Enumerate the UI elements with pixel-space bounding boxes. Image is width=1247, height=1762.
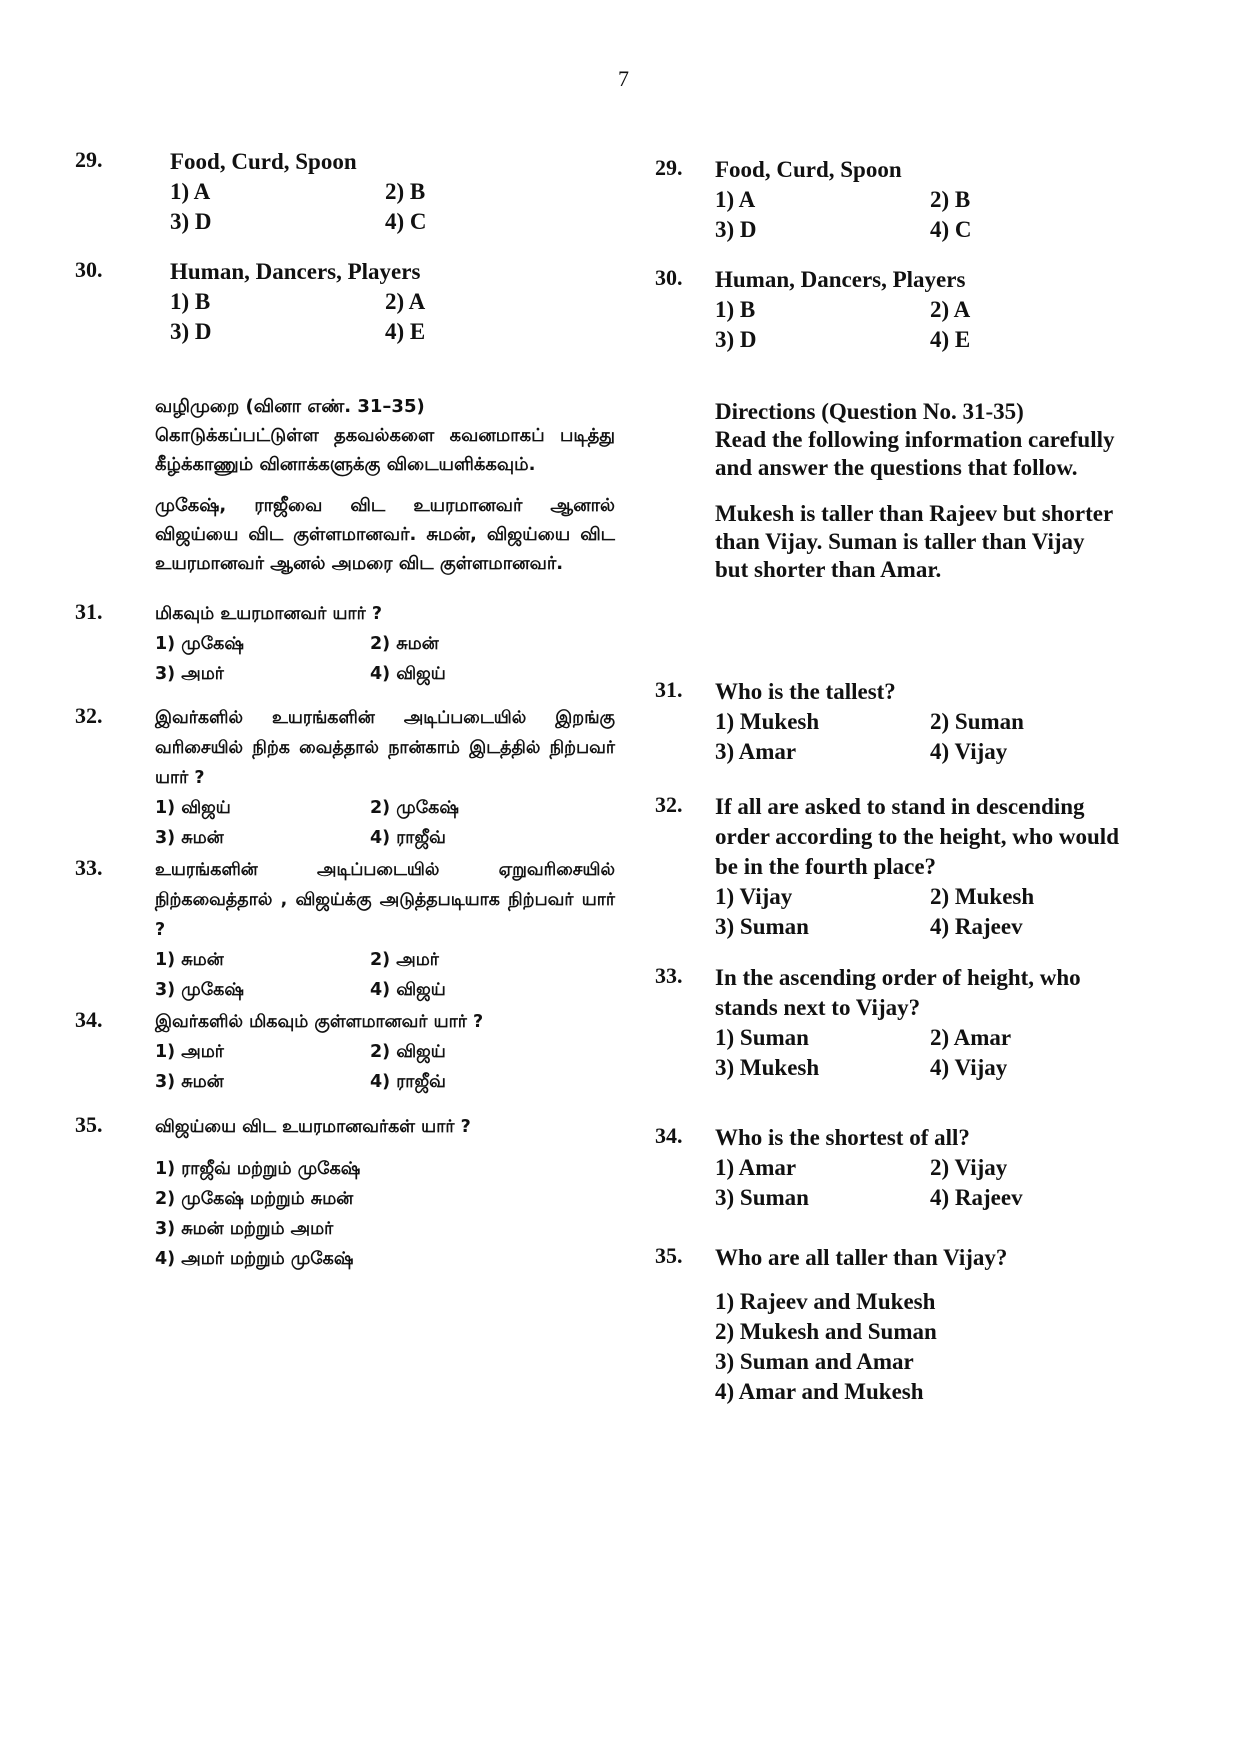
question-30-left — [75, 257, 615, 347]
option: 2) அமர் — [370, 950, 439, 970]
question-number: 34. — [75, 1007, 103, 1032]
option: 3) Suman and Amar — [715, 1349, 914, 1374]
question-32-left — [75, 703, 615, 853]
question-text: Who is the tallest? — [715, 679, 896, 704]
option: 2) முகேஷ் — [370, 798, 459, 818]
option: 3) D — [715, 217, 757, 242]
question-number: 32. — [75, 703, 103, 728]
option: 1) Vijay — [715, 884, 793, 909]
question-number: 33. — [655, 963, 683, 988]
option: 4) Vijay — [930, 1055, 1008, 1080]
option: 1) B — [170, 289, 211, 314]
option: 1) முகேஷ் — [155, 634, 244, 654]
option: 4) விஜய் — [370, 980, 446, 1000]
option: 1) Mukesh — [715, 709, 820, 734]
option: 1) அமர் — [155, 1042, 224, 1062]
question-30-right — [655, 265, 1135, 355]
option: 3) Mukesh — [715, 1055, 820, 1080]
question-text: Human, Dancers, Players — [715, 267, 966, 292]
option: 3) D — [715, 327, 757, 352]
question-31-left — [75, 599, 615, 689]
directions-text: Read the following information carefully and answer the questions that follow. — [715, 427, 1115, 480]
question-number: 30. — [655, 265, 683, 290]
option: 4) அமர் மற்றும் முகேஷ் — [155, 1249, 354, 1269]
option: 4) E — [930, 327, 971, 352]
option: 3) சுமன் — [155, 1072, 224, 1092]
directions-english — [715, 398, 1115, 584]
option: 1) A — [715, 187, 756, 212]
directions-title: Directions (Question No. 31-35) — [715, 399, 1024, 424]
option: 1) விஜய் — [155, 798, 231, 818]
option: 4) ராஜீவ் — [370, 828, 446, 848]
question-number: 29. — [75, 147, 103, 172]
option: 1) சுமன் — [155, 950, 224, 970]
option: 4) C — [930, 217, 972, 242]
question-number: 34. — [655, 1123, 683, 1148]
option: 1) Amar — [715, 1155, 797, 1180]
option: 2) Mukesh and Suman — [715, 1319, 937, 1344]
option: 2) Mukesh — [930, 884, 1035, 909]
option: 3) சுமன் — [155, 828, 224, 848]
question-text: Who is the shortest of all? — [715, 1125, 970, 1150]
question-number: 31. — [655, 677, 683, 702]
question-text: இவர்களில் உயரங்களின் அடிப்படையில் இறங்கு வரிசையில் நிற்க வைத்தால் நான்காம் இடத்தில் நிற்பவர் யார் ? — [155, 708, 615, 788]
option: 4) Rajeev — [930, 1185, 1023, 1210]
option: 2) B — [930, 187, 971, 212]
question-number: 33. — [75, 855, 103, 880]
option: 1) B — [715, 297, 756, 322]
option: 2) முகேஷ் மற்றும் சுமன் — [155, 1189, 354, 1209]
directions-tamil — [155, 392, 615, 578]
question-34-right — [655, 1123, 1135, 1213]
option: 2) A — [930, 297, 971, 322]
option: 3) D — [170, 319, 212, 344]
question-number: 29. — [655, 155, 683, 180]
question-number: 32. — [655, 792, 683, 817]
question-text: மிகவும் உயரமானவர் யார் ? — [155, 604, 382, 624]
question-text: Food, Curd, Spoon — [715, 157, 902, 182]
option: 1) A — [170, 179, 211, 204]
option: 3) Amar — [715, 739, 797, 764]
page-number: 7 — [618, 66, 629, 91]
option: 2) Suman — [930, 709, 1024, 734]
question-text: If all are asked to stand in descending order according to the height, who would be in the fourth place? — [715, 794, 1119, 879]
option: 3) சுமன் மற்றும் அமர் — [155, 1219, 334, 1239]
option: 2) Amar — [930, 1025, 1012, 1050]
question-34-left — [75, 1007, 615, 1097]
question-35-right — [655, 1243, 1135, 1407]
question-29-right — [655, 155, 1135, 245]
directions-text: கொடுக்கப்பட்டுள்ள தகவல்களை கவனமாகப் படித்து கீழ்க்காணும் வினாக்களுக்கு விடையளிக்கவும். — [155, 425, 615, 475]
question-number: 35. — [75, 1112, 103, 1137]
question-text: In the ascending order of height, who stands next to Vijay? — [715, 965, 1081, 1020]
question-29-left — [75, 147, 585, 237]
option: 2) B — [385, 179, 426, 204]
option: 4) ராஜீவ் — [370, 1072, 446, 1092]
question-text: Human, Dancers, Players — [170, 259, 421, 284]
question-number: 30. — [75, 257, 103, 282]
question-number: 35. — [655, 1243, 683, 1268]
option: 4) விஜய் — [370, 664, 446, 684]
option: 2) சுமன் — [370, 634, 439, 654]
option: 4) E — [385, 319, 426, 344]
question-31-right — [655, 677, 1135, 767]
option: 1) ராஜீவ் மற்றும் முகேஷ் — [155, 1159, 361, 1179]
option: 1) Suman — [715, 1025, 809, 1050]
option: 2) A — [385, 289, 426, 314]
passage: முகேஷ், ராஜீவை விட உயரமானவர் ஆனால் விஜய்யை விட குள்ளமானவர். சுமன், விஜய்யை விட உயரமானவர் ஆனல் அமரை விட குள்ளமானவர். — [155, 495, 615, 574]
option: 2) விஜய் — [370, 1042, 446, 1062]
option: 3) அமர் — [155, 664, 224, 684]
option: 4) Vijay — [930, 739, 1008, 764]
option: 4) Rajeev — [930, 914, 1023, 939]
directions-title: வழிமுறை (வினா எண். 31–35) — [155, 396, 425, 417]
question-number: 31. — [75, 599, 103, 624]
question-33-left — [75, 855, 615, 1005]
option: 3) D — [170, 209, 212, 234]
question-text: இவர்களில் மிகவும் குள்ளமானவர் யார் ? — [155, 1012, 484, 1032]
option: 4) Amar and Mukesh — [715, 1379, 924, 1404]
option: 1) Rajeev and Mukesh — [715, 1289, 936, 1314]
question-text: Food, Curd, Spoon — [170, 149, 357, 174]
question-35-left — [75, 1112, 615, 1274]
option: 3) Suman — [715, 1185, 809, 1210]
question-text: உயரங்களின் அடிப்படையில் ஏறுவரிசையில் நிற்கவைத்தால் , விஜய்க்கு அடுத்தபடியாக நிற்பவர் யார் ? — [155, 860, 615, 940]
passage: Mukesh is taller than Rajeev but shorter than Vijay. Suman is taller than Vijay but shorter than Amar. — [715, 501, 1113, 582]
option: 4) C — [385, 209, 427, 234]
question-33-right — [655, 963, 1135, 1083]
question-text: Who are all taller than Vijay? — [715, 1245, 1008, 1270]
option: 3) Suman — [715, 914, 809, 939]
option: 2) Vijay — [930, 1155, 1008, 1180]
question-32-right — [655, 792, 1135, 942]
question-text: விஜய்யை விட உயரமானவர்கள் யார் ? — [155, 1117, 471, 1137]
option: 3) முகேஷ் — [155, 980, 244, 1000]
